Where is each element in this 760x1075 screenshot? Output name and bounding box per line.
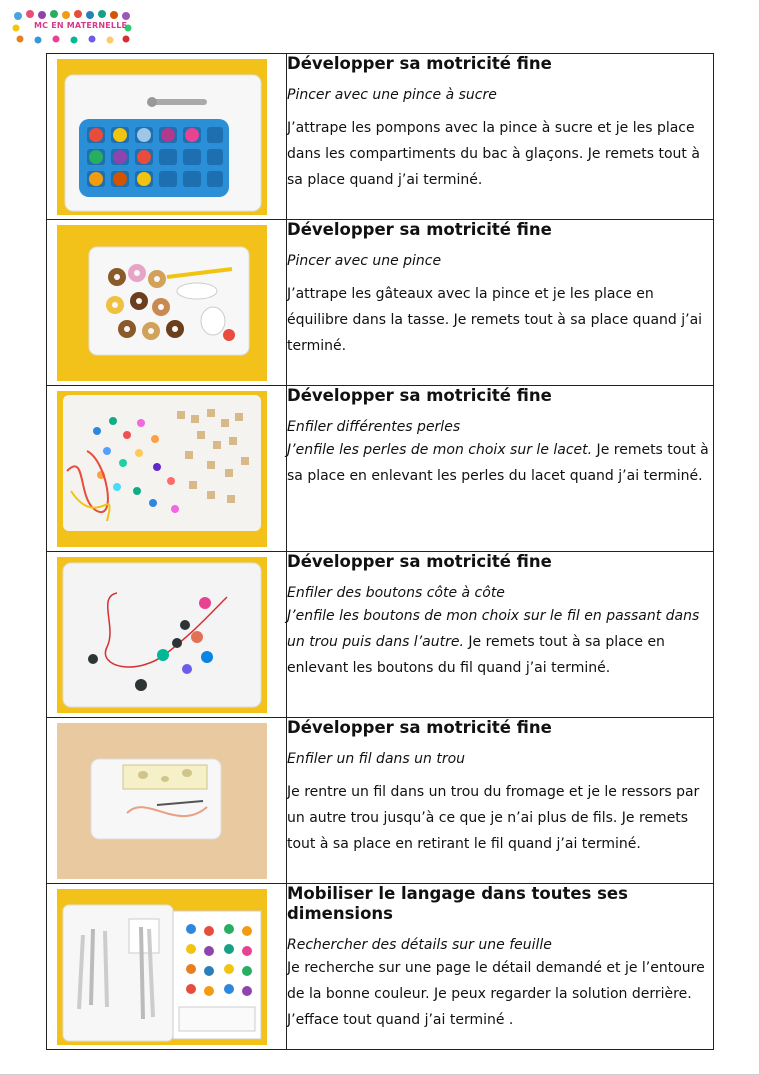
activity-title: Développer sa motricité fine [287, 54, 552, 73]
activities-table [46, 53, 714, 1050]
photo-cell [47, 718, 287, 884]
activity-description-rest: Je remets tout à sa place en enlevant les perles du lacet quand j’ai terminé. [287, 442, 709, 485]
pompons-ice-tray-photo [57, 59, 267, 215]
photo-cell [47, 54, 287, 220]
photo-cell [47, 220, 287, 386]
buttons-thread-photo [57, 557, 267, 713]
activity-text-cell [287, 220, 714, 386]
activity-text-cell [287, 884, 714, 1050]
cheese-thread-photo [57, 723, 267, 879]
activity-title: Développer sa motricité fine [287, 386, 552, 405]
cakes-tongs-photo [57, 225, 267, 381]
activity-subtitle: Rechercher des détails sur une feuille [287, 936, 552, 953]
activity-title: Développer sa motricité fine [287, 552, 552, 571]
activity-title: Mobiliser le langage dans toutes ses dimensions [287, 884, 628, 923]
activity-description [287, 603, 713, 681]
activity-description-italic: J’enfile les perles de mon choix sur le lacet. [287, 442, 593, 459]
details-sheet-markers-photo [57, 889, 267, 1045]
activity-subtitle: Pincer avec une pince à sucre [287, 86, 497, 103]
activity-subtitle: Enfiler des boutons côte à côte [287, 584, 505, 601]
activity-description-rest: Je remets tout à sa place en enlevant les boutons du fil quand j’ai terminé. [287, 634, 665, 677]
table-row [47, 386, 714, 552]
activity-title: Développer sa motricité fine [287, 718, 552, 737]
photo-cell [47, 552, 287, 718]
activity-text-cell [287, 386, 714, 552]
activity-description: J’attrape les gâteaux avec la pince et je les place en équilibre dans la tasse. Je remets tout à sa place quand j’ai terminé. [287, 286, 703, 355]
site-logo [8, 6, 138, 46]
activity-subtitle: Pincer avec une pince [287, 252, 442, 269]
photo-cell [47, 884, 287, 1050]
table-row [47, 220, 714, 386]
activity-description-italic: J’enfile les boutons de mon choix sur le fil en passant dans un trou puis dans l’autre. [287, 608, 700, 651]
table-row [47, 552, 714, 718]
beads-lace-photo [57, 391, 267, 547]
activity-description: Je recherche sur une page le détail demandé et je l’entoure de la bonne couleur. Je peux regarder la solution derrière. J’efface tout quand j’ai terminé . [287, 960, 705, 1029]
activity-description: J’attrape les pompons avec la pince à sucre et je les place dans les compartiments du bac à glaçons. Je remets tout à sa place quand j’ai terminé. [287, 120, 700, 189]
table-row [47, 718, 714, 884]
photo-cell [47, 386, 287, 552]
activity-text-cell [287, 552, 714, 718]
activity-text-cell [287, 54, 714, 220]
logo-text: MC EN MATERNELLE [34, 21, 128, 30]
activity-description [287, 437, 713, 489]
activity-text-cell [287, 718, 714, 884]
table-row [47, 54, 714, 220]
activity-title: Développer sa motricité fine [287, 220, 552, 239]
table-row [47, 884, 714, 1050]
activity-subtitle: Enfiler un fil dans un trou [287, 750, 466, 767]
activity-description: Je rentre un fil dans un trou du fromage et je le ressors par un autre trou jusqu’à ce que je n’ai plus de fils. Je remets tout à sa place en retirant le fil quand j’ai terminé. [287, 784, 700, 853]
activity-subtitle: Enfiler différentes perles [287, 418, 461, 435]
